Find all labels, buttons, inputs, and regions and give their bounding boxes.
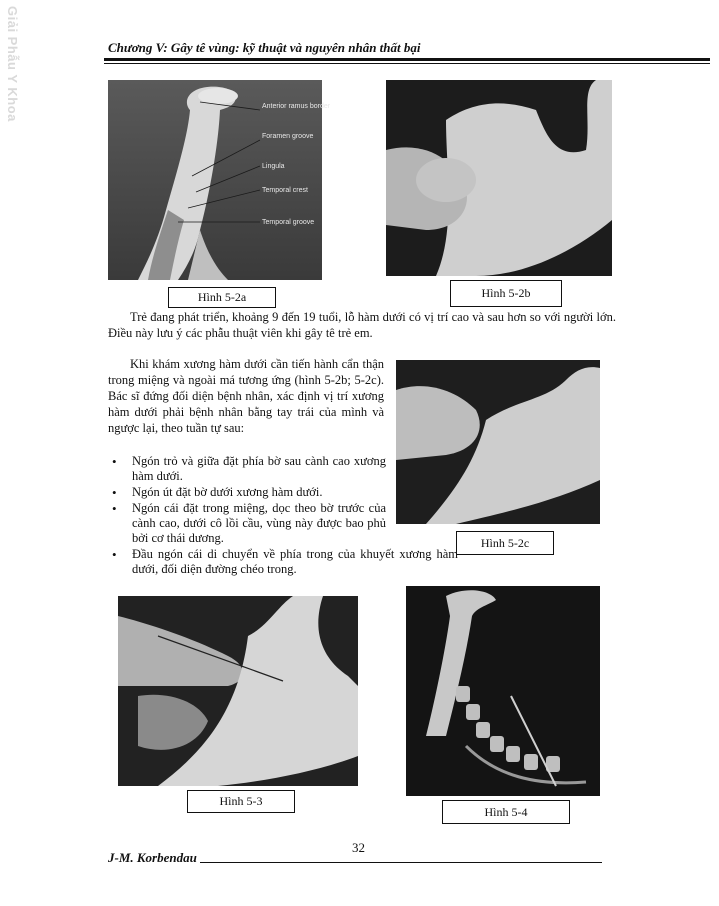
footer-rule	[200, 862, 602, 863]
side-watermark	[2, 6, 24, 122]
list-item: • Ngón cái đặt trong miệng, dọc theo bờ trước của cành cao, dưới cô lồi cầu, vùng này được bao phủ bởi cơ thái dương.	[108, 501, 386, 546]
chapter-title: Chương V: Gây tê vùng: kỹ thuật và nguyên nhân thất bại	[108, 40, 421, 55]
header-rule-thick	[104, 58, 710, 61]
injection-illustration	[118, 596, 358, 786]
label-temporal-crest: Temporal crest	[262, 187, 308, 194]
palpation-steps-list	[108, 454, 458, 578]
label-anterior-ramus: Anterior ramus border	[262, 103, 331, 110]
figure-5-2c-caption: Hình 5-2c	[456, 531, 554, 555]
list-item: • Ngón út đặt bờ dưới xương hàm dưới.	[108, 485, 386, 500]
figure-5-4-photo	[406, 586, 600, 796]
list-item: • Đầu ngón cái di chuyển về phía trong của khuyết xương hàm dưới, đối diện đường chéo trong.	[108, 547, 458, 577]
figure-5-2c-photo	[396, 360, 600, 524]
header-rule-thin	[104, 63, 710, 64]
svg-text:Anterior ramus border	[262, 103, 331, 110]
svg-text:Temporal crest	[262, 187, 308, 194]
figure-5-3-photo	[118, 596, 358, 786]
footer-author: J-M. Korbendau	[108, 850, 197, 865]
paragraph-examination: Khi khám xương hàm dưới cần tiến hành cẩn thận trong miệng và ngoài má tương ứng (hình 5-2b; 5-2c). Bác sĩ đứng đối diện bệnh nhân, xác định vị trí xương hàm dưới phải bệnh nhân bằng tay trái của mình và ngược lại, theo tuần tự sau:	[108, 357, 384, 435]
paragraph-children: Trẻ đang phát triển, khoảng 9 đến 19 tuổi, lỗ hàm dưới có vị trí cao và sau hơn so với người lớn. Điều này lưu ý các phẫu thuật viên khi gây tê trẻ em.	[108, 310, 616, 340]
svg-text:Temporal groove	[262, 219, 314, 226]
palpation-closeup-illustration	[396, 360, 600, 524]
label-foramen-groove: Foramen groove	[262, 133, 314, 140]
skull-teeth-illustration	[406, 586, 600, 796]
watermark-text: Giải Phẫu Y Khoa	[5, 6, 20, 122]
figure-5-4-caption: Hình 5-4	[442, 800, 570, 824]
palpation-illustration	[386, 80, 612, 276]
figure-5-2a-photo	[108, 80, 331, 280]
figure-5-2b-caption: Hình 5-2b	[450, 280, 562, 307]
figure-5-3-caption: Hình 5-3	[187, 790, 295, 813]
svg-text:Foramen groove	[262, 133, 313, 140]
figure-5-2a-caption: Hình 5-2a	[168, 287, 276, 308]
label-temporal-groove: Temporal groove	[262, 219, 315, 226]
label-lingula: Lingula	[262, 163, 285, 170]
list-item: • Ngón trỏ và giữa đặt phía bờ sau cành cao xương hàm dưới.	[108, 454, 386, 484]
svg-text:Lingula	[262, 163, 285, 170]
figure-5-2b-photo	[386, 80, 612, 276]
mandible-illustration	[108, 80, 331, 280]
page-number: 32	[352, 840, 365, 855]
